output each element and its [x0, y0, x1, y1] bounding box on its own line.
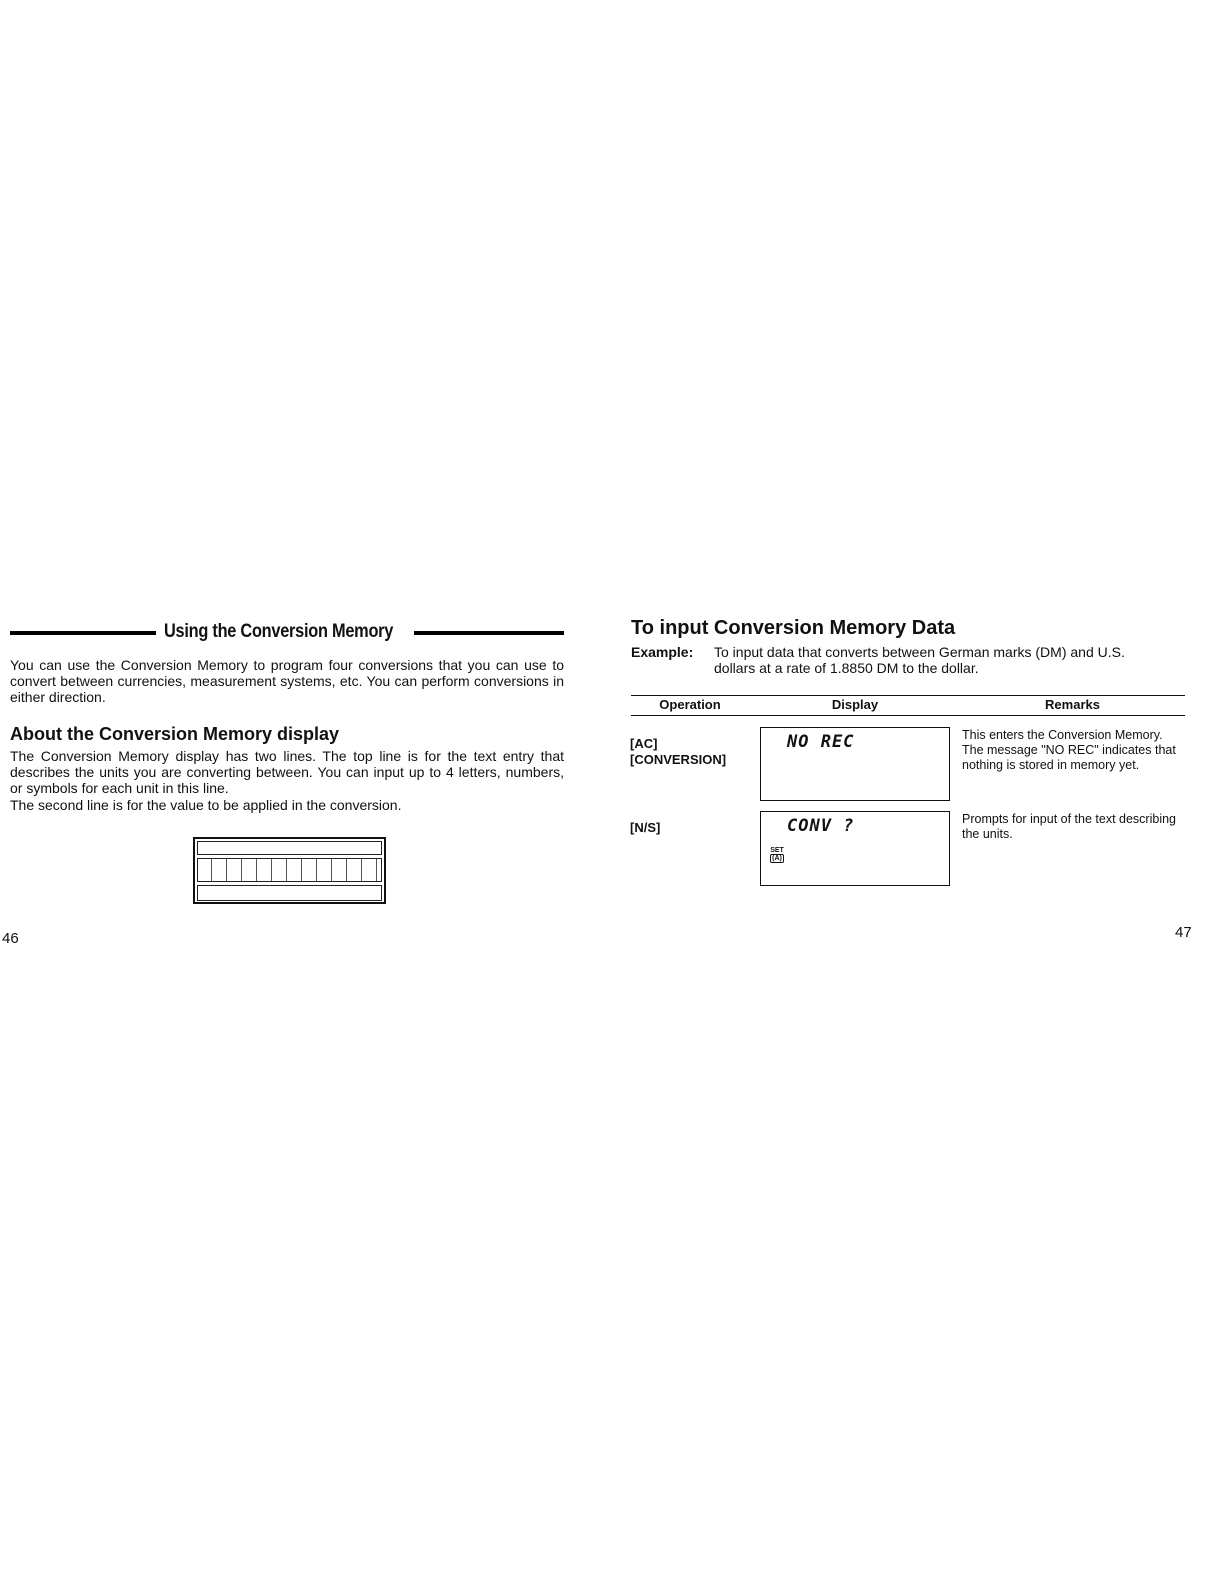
display-paragraph-1: The Conversion Memory display has two lines. The top line is for the text entry that describes the units you are converting between. You can input up to 4 letters, numbers, or symbols for each unit in this line. [10, 748, 564, 796]
section-title-bar-right [414, 631, 564, 635]
set-indicator-mode: (A) [772, 855, 782, 862]
set-indicator-icon [767, 847, 787, 863]
display-box-no-rec [760, 727, 950, 801]
operation-key-conversion: [CONVERSION] [630, 752, 727, 767]
example-text: To input data that converts between German marks (DM) and U.S. dollars at a rate of 1.8850 DM to the dollar. [714, 644, 1125, 676]
operation-key-ns: [N/S] [630, 820, 661, 835]
column-header-operation: Operation [659, 697, 721, 712]
lcd-display-illustration [193, 837, 386, 904]
set-indicator-label: SET [770, 847, 784, 854]
remark-text: Prompts for input of the text describing the units. [962, 812, 1176, 841]
page-number-right: 47 [1175, 924, 1192, 941]
lcd-text-line [197, 858, 382, 882]
intro-paragraph: You can use the Conversion Memory to program four conversions that you can use to convert between currencies, measurement systems, etc. You can perform conversions in either direction. [10, 657, 564, 705]
page-number-left: 46 [2, 930, 19, 947]
display-paragraph-2: The second line is for the value to be applied in the conversion. [10, 797, 402, 813]
section-title: Using the Conversion Memory [164, 621, 394, 642]
lcd-top-strip [197, 841, 382, 855]
operation-key-ac: [AC] [630, 736, 658, 751]
section-title-bar-left [10, 631, 156, 635]
example-label: Example: [631, 644, 694, 660]
display-box-conv [760, 811, 950, 886]
table-header-rule [631, 715, 1185, 716]
column-header-remarks: Remarks [1045, 697, 1100, 712]
display-subheading: About the Conversion Memory display [10, 724, 340, 744]
page-heading: To input Conversion Memory Data [631, 617, 956, 639]
column-header-display: Display [831, 697, 879, 712]
display-text: NO REC [787, 732, 855, 752]
remark-text: This enters the Conversion Memory. The message "NO REC" indicates that nothing is stored in memory yet. [962, 728, 1176, 772]
table-top-rule [631, 695, 1185, 696]
display-text: CONV ? [787, 816, 855, 836]
lcd-value-line [197, 885, 382, 901]
